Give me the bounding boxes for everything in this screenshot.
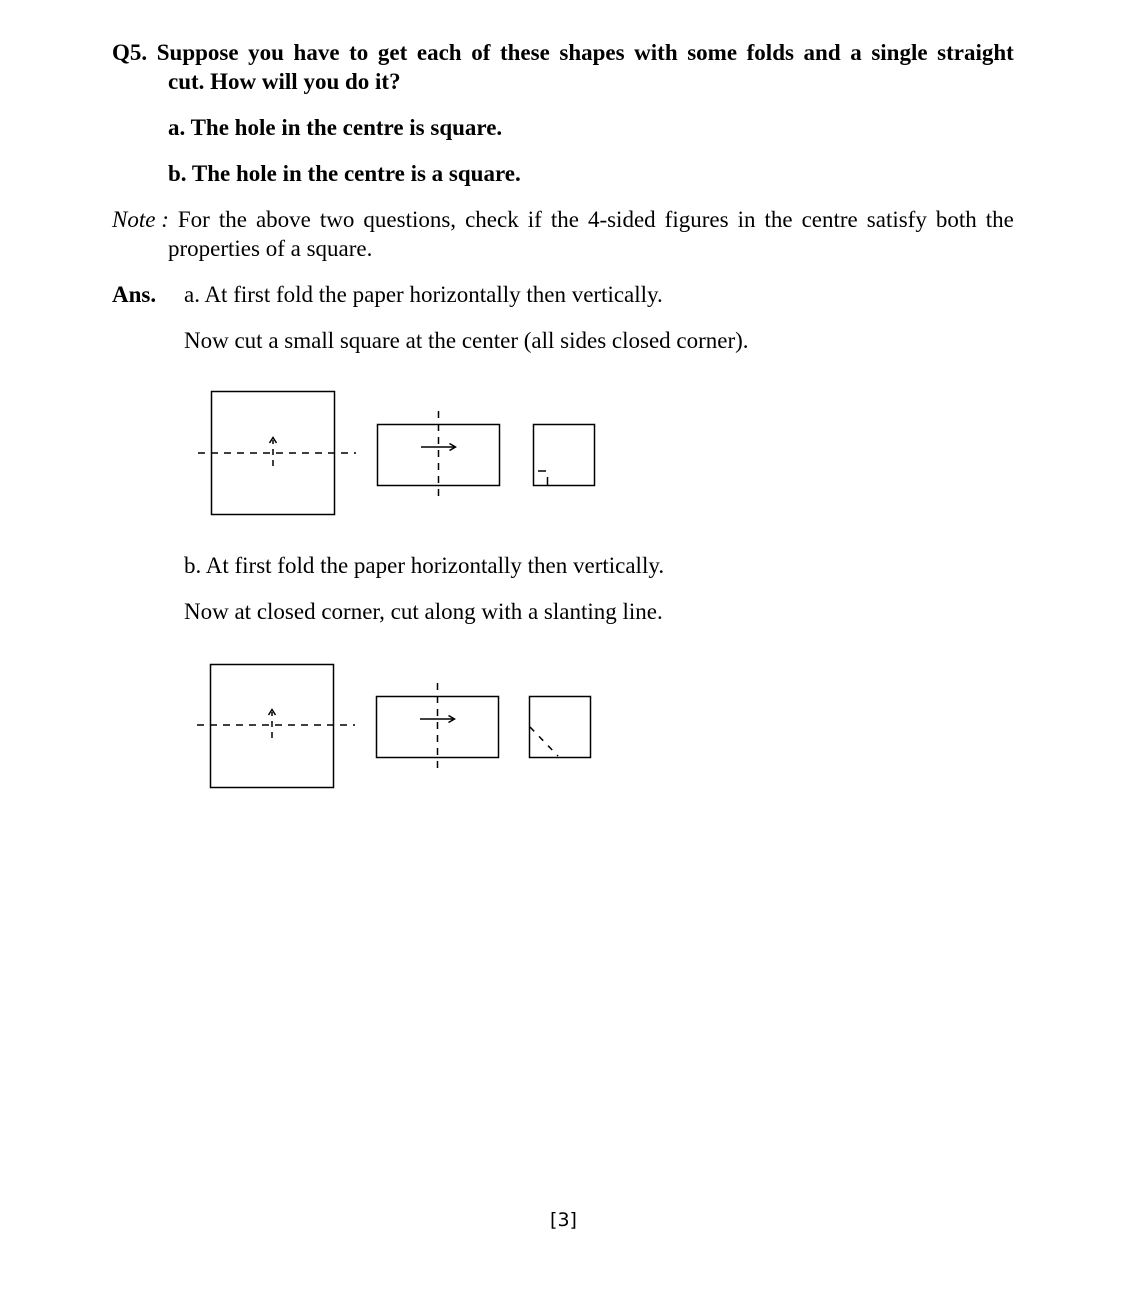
answer-label: Ans. (112, 282, 157, 307)
note-word: above (255, 207, 311, 232)
question-word: each (416, 40, 462, 65)
note-word: both (935, 207, 977, 232)
question-word: have (293, 40, 340, 65)
question-part-b: b. The hole in the centre is a square. (168, 161, 521, 186)
note-word: the (550, 207, 579, 232)
question-word: Suppose (156, 40, 239, 65)
note-word: check (465, 207, 519, 232)
answer-b-line-1: b. At first fold the paper horizontally then vertically. (184, 553, 665, 578)
note-word: figures (664, 207, 729, 232)
answer-a-line-2: Now cut a small square at the center (all sides closed corner). (184, 328, 749, 353)
question-word: of (471, 40, 491, 65)
question-word: to (349, 40, 369, 65)
note-word: centre (801, 207, 858, 232)
question-word: get (377, 40, 408, 65)
question-word: these (499, 40, 550, 65)
question-word: folds (746, 40, 794, 65)
note-word: 4-sided (587, 207, 656, 232)
note-word: if (527, 207, 542, 232)
note-word: For (177, 207, 210, 232)
note-word: two (319, 207, 355, 232)
note-word: in (737, 207, 756, 232)
note-word: the (764, 207, 793, 232)
answer-b-line-2: Now at closed corner, cut along with a slanting line. (184, 599, 663, 624)
question-line-2: cut. How will you do it? (168, 69, 401, 94)
question-word: a (850, 40, 862, 65)
question-word: you (248, 40, 284, 65)
folded-square (530, 697, 591, 758)
note-word: questions, (363, 207, 457, 232)
question-number: Q5. (112, 40, 148, 65)
question-word: single (871, 40, 928, 65)
question-word: shapes (559, 40, 625, 65)
question-word: with (634, 40, 678, 65)
note-word: the (218, 207, 247, 232)
note-label: Note : (112, 207, 169, 232)
page-number: [3] (550, 1209, 577, 1231)
note-word: the (985, 207, 1014, 232)
question-word: some (687, 40, 738, 65)
note-line-2: properties of a square. (168, 236, 373, 261)
slanting-cut-line (530, 727, 558, 756)
question-part-a: a. The hole in the centre is square. (168, 115, 503, 140)
question-word: and (803, 40, 841, 65)
question-word: straight (937, 40, 1014, 65)
answer-a-line-1: a. At first fold the paper horizontally then vertically. (184, 282, 663, 307)
note-word: satisfy (866, 207, 927, 232)
